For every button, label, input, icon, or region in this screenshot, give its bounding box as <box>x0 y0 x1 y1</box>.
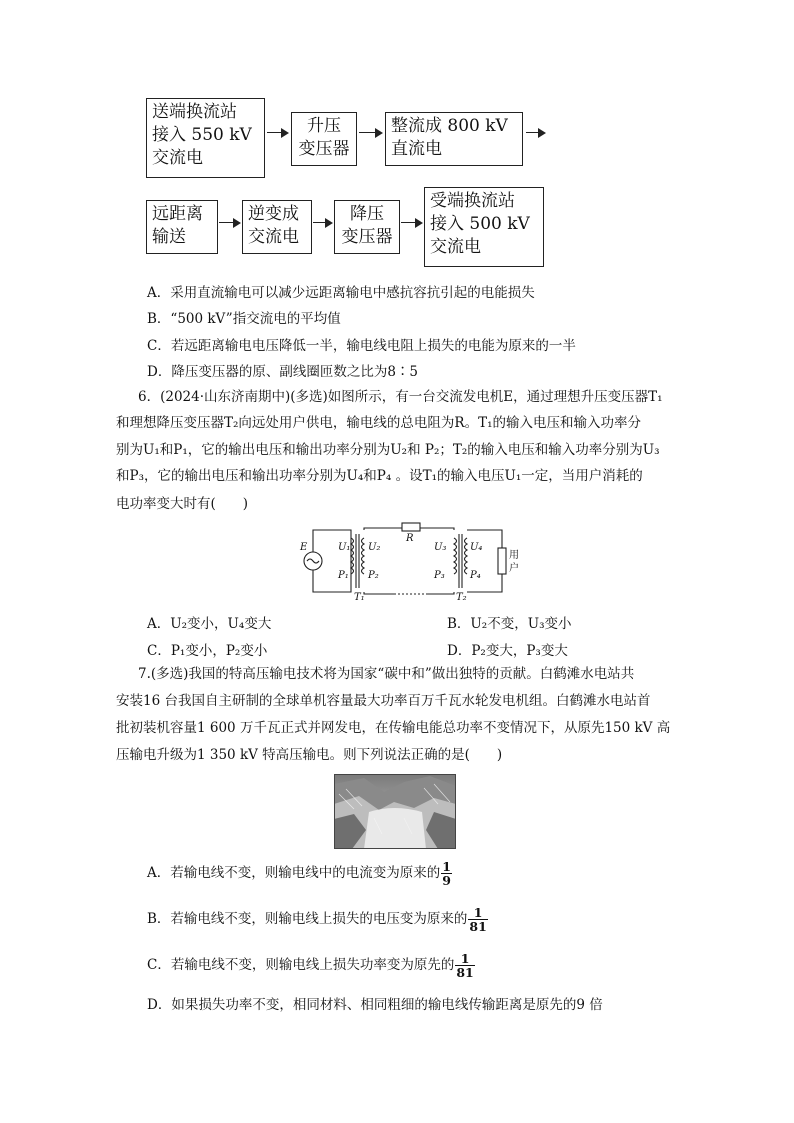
q6-option-b: B．U₂不变，U₃变小 <box>447 616 572 632</box>
q7-option-a: A．若输电线不变，则输电线中的电流变为原来的 $\frac{1}{9}$ <box>147 859 451 888</box>
q6-option-c: C．P₁变小，P₂变小 <box>147 643 268 659</box>
svg-text:T₂: T₂ <box>456 592 467 602</box>
q7-option-b: B．若输电线不变，则输电线上损失的电压变为原来的 $\frac{1}{81}$ <box>147 905 487 934</box>
fraction: $\frac{1}{9}$ <box>442 859 451 888</box>
q5-option-b: B．“500 kV”指交流电的平均值 <box>147 311 341 327</box>
flow-box-rectify: 整流成 800 kV 直流电 <box>385 112 523 166</box>
q6-line: 6．(2024·山东济南期中)(多选)如图所示，有一台交流发电机E，通过理想升压变压器T₁ <box>138 389 663 405</box>
svg-text:P₂: P₂ <box>368 570 379 581</box>
flow-arrow <box>219 218 241 228</box>
svg-text:P₁: P₁ <box>338 570 349 581</box>
q6-line: 别为U₁和P₁，它的输出电压和输出功率分别为U₂和 P₂；T₂的输入电压和输入功率分别为U₃ <box>116 442 660 458</box>
svg-text:U₂: U₂ <box>368 542 381 553</box>
q7-line: 安装16 台我国自主研制的全球单机容量最大功率百万千瓦水轮发电机组。白鹤滩水电站首 <box>116 693 651 709</box>
fraction: $\frac{1}{81}$ <box>456 951 474 980</box>
flow-box-transmit: 远距离 输送 <box>146 200 218 254</box>
svg-text:R: R <box>406 533 414 544</box>
svg-text:户: 户 <box>509 563 519 574</box>
svg-text:U₄: U₄ <box>470 542 483 553</box>
svg-text:U₃: U₃ <box>434 542 447 553</box>
flow-box-step-up: 升压 变压器 <box>291 112 357 166</box>
svg-text:T₁: T₁ <box>354 592 365 602</box>
q6-line: 和理想降压变压器T₂向远处用户供电，输电线的总电阻为R。T₁的输入电压和输入功率分 <box>116 415 641 431</box>
flow-box-send-station: 送端换流站 接入 550 kV 交流电 <box>146 98 265 178</box>
q7-dam-photo <box>334 774 456 849</box>
flow-box-step-down: 降压 变压器 <box>334 200 400 254</box>
flow-arrow <box>359 128 383 138</box>
flow-arrow <box>401 218 423 228</box>
flow-box-receive-station: 受端换流站 接入 500 kV 交流电 <box>424 187 544 267</box>
q5-option-d: D．降压变压器的原、副线圈匝数之比为8∶5 <box>147 364 419 380</box>
q7-option-c: C．若输电线不变，则输电线上损失功率变为原先的 $\frac{1}{81}$ <box>147 951 474 980</box>
q7-line: 压输电升级为1 350 kV 特高压输电。则下列说法正确的是( ) <box>116 747 503 763</box>
svg-text:U₁: U₁ <box>338 542 351 553</box>
svg-text:P₄: P₄ <box>470 570 481 581</box>
q6-line: 电功率变大时有( ) <box>116 496 249 512</box>
svg-text:P₃: P₃ <box>434 570 445 581</box>
q7-option-d: D．如果损失功率不变，相同材料、相同粗细的输电线传输距离是原先的9 倍 <box>147 997 603 1013</box>
q6-circuit-diagram <box>296 520 536 602</box>
q5-option-c: C．若远距离输电电压降低一半，输电线电阻上损失的电能为原来的一半 <box>147 338 576 354</box>
fraction: $\frac{1}{81}$ <box>469 905 487 934</box>
flow-arrow <box>313 218 333 228</box>
q7-line: 7.(多选)我国的特高压输电技术将为国家“碳中和”做出独特的贡献。白鹤滩水电站共 <box>138 666 635 682</box>
q6-option-a: A．U₂变小，U₄变大 <box>147 616 272 632</box>
svg-text:E: E <box>300 542 308 553</box>
flow-arrow <box>526 128 546 138</box>
svg-text:用: 用 <box>509 550 519 561</box>
q5-option-a: A．采用直流输电可以减少远距离输电中感抗容抗引起的电能损失 <box>147 285 535 301</box>
flow-box-invert: 逆变成 交流电 <box>242 200 312 254</box>
flow-arrow <box>267 128 289 138</box>
q6-line: 和P₃，它的输出电压和输出功率分别为U₄和P₄ 。设T₁的输入电压U₁一定，当用户消耗的 <box>116 468 643 484</box>
q6-option-d: D．P₂变大，P₃变大 <box>447 643 568 659</box>
q7-line: 批初装机容量1 600 万千瓦正式并网发电，在传输电能总功率不变情况下，从原先150 kV 高 <box>116 720 671 736</box>
